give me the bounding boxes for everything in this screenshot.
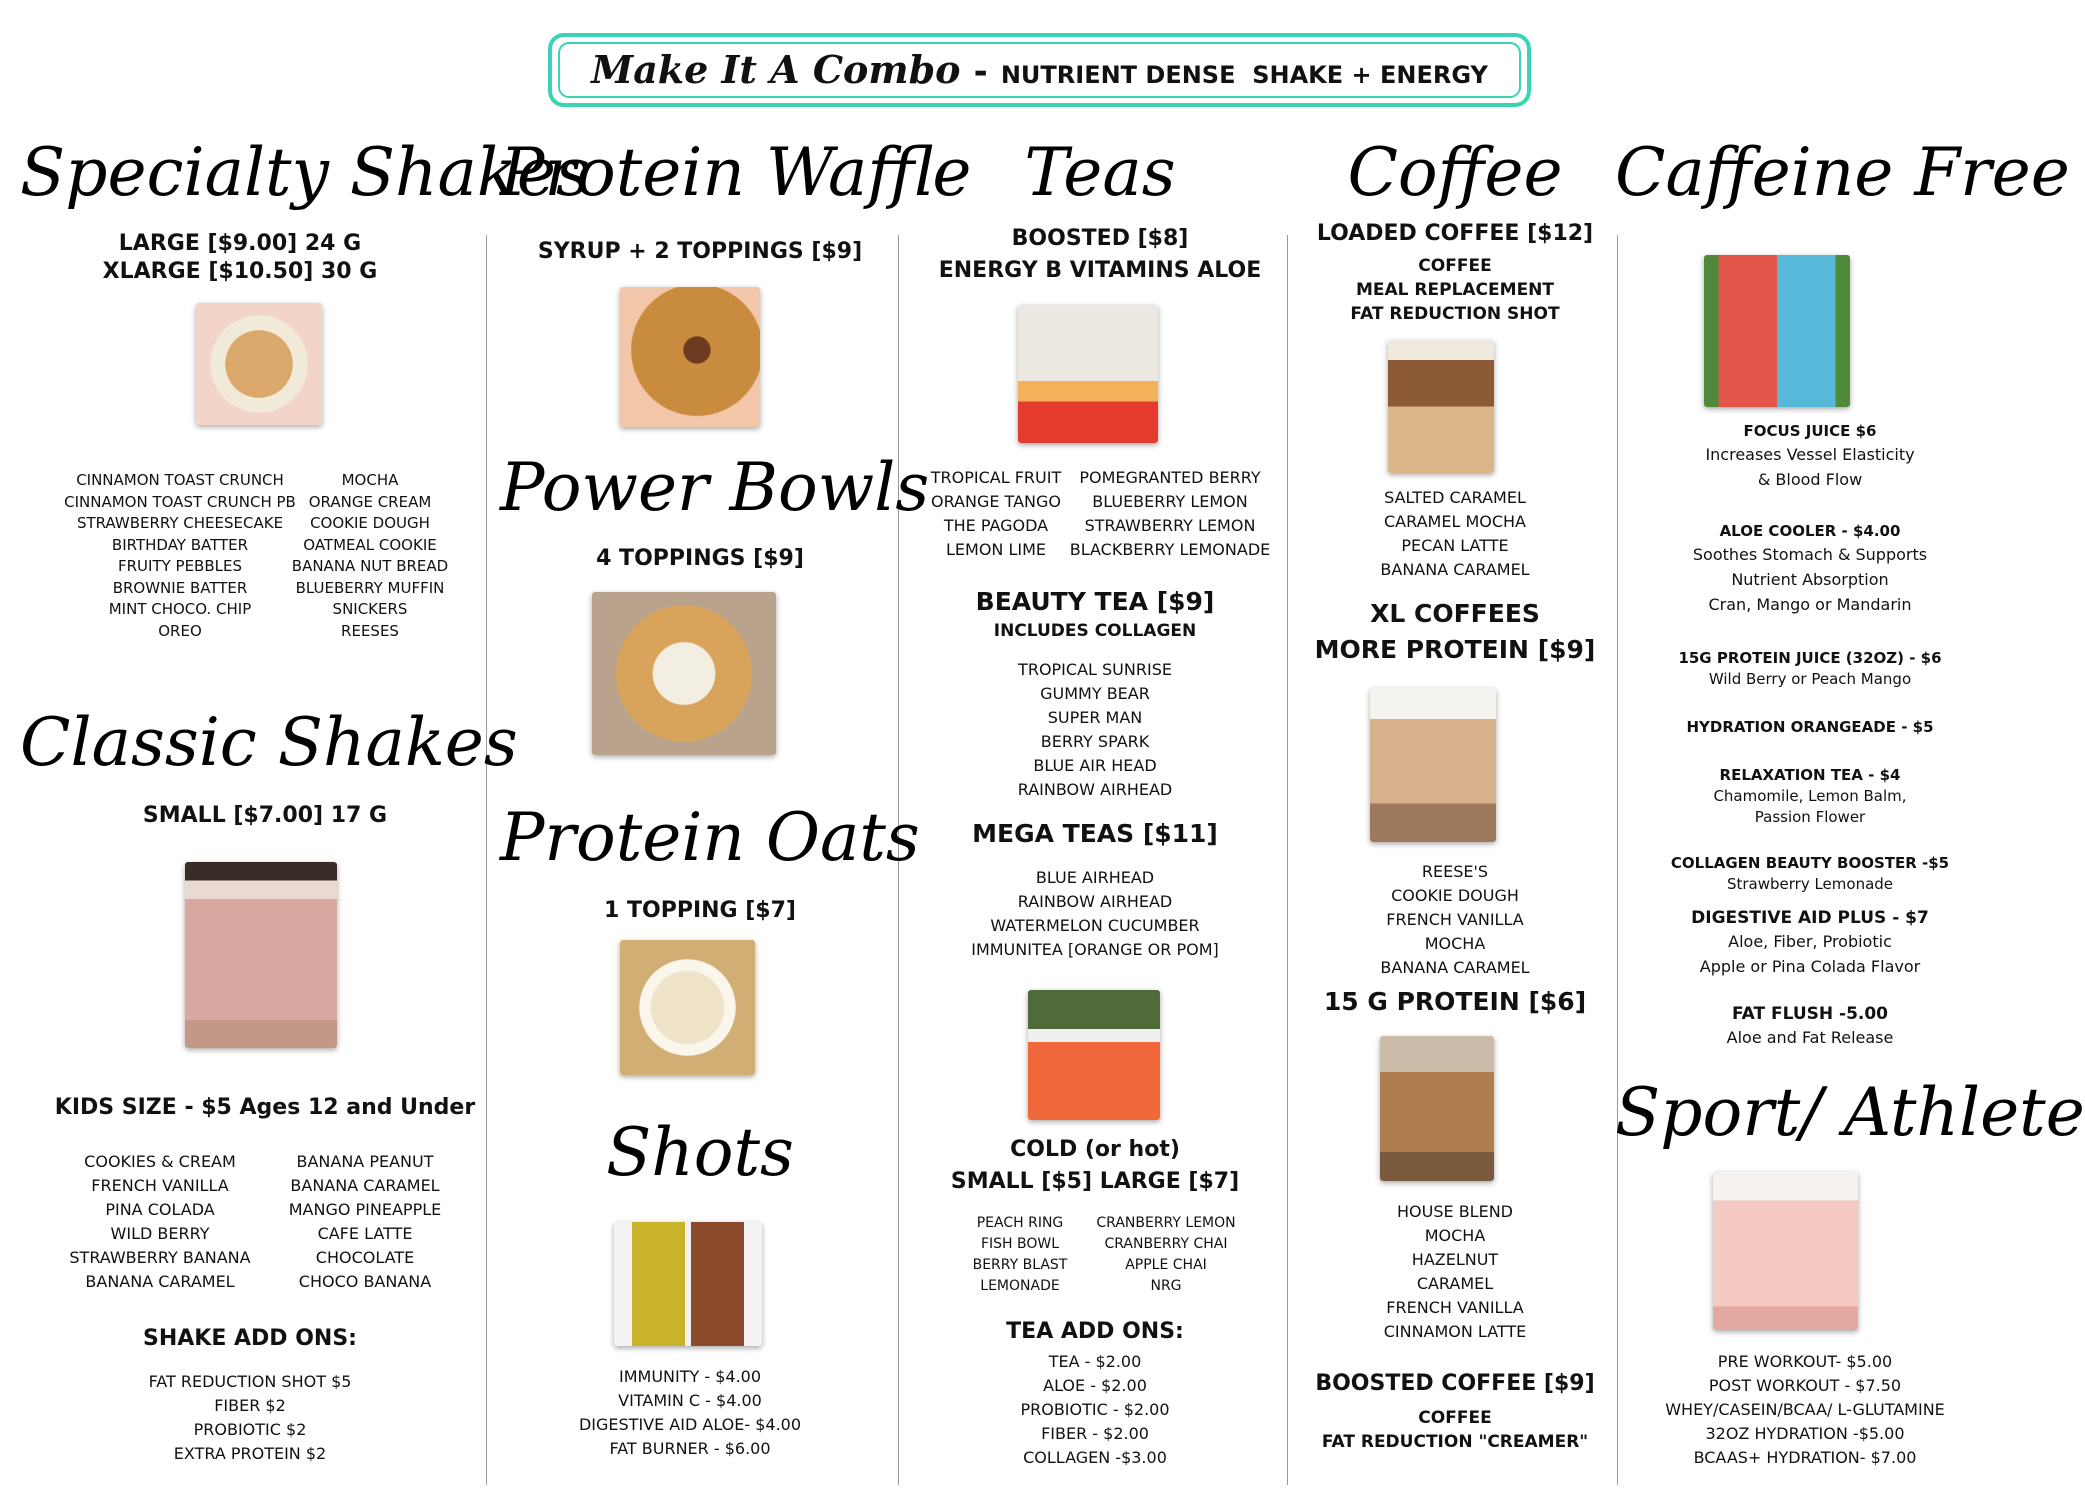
list-item: BLUEBERRY LEMON [1092,492,1248,511]
shots-title: Shots [606,1114,794,1191]
waffle-price: SYRUP + 2 TOPPINGS [$9] [537,239,863,264]
list-item: FAT REDUCTION SHOT $5 [148,1372,352,1391]
xl-coffees-sub: MORE PROTEIN [$9] [1314,635,1596,664]
list-item: ORANGE CREAM [308,492,432,511]
shots-list [500,1365,880,1461]
list-item: BANANA PEANUT [296,1152,434,1171]
list-item: 32OZ HYDRATION -$5.00 [1705,1424,1905,1443]
list-item: WHEY/CASEIN/BCAA/ L-GLUTAMINE [1665,1400,1945,1419]
list-item: FRUITY PEBBLES [117,557,242,575]
list-item: WATERMELON CUCUMBER [990,916,1200,935]
list-item: SALTED CARAMEL [1384,488,1526,507]
combo-title: Make It A Combo [591,47,961,92]
classic-flavor-list-left [50,1150,270,1294]
item-desc: Cran, Mango or Mandarin [1708,595,1912,614]
protein-coffee-flavors [1290,1200,1620,1344]
sport-drink-photo [1713,1172,1858,1330]
item-desc: Increases Vessel Elasticity [1705,445,1915,464]
list-item: BERRY SPARK [1040,732,1150,751]
list-item: COFFEE [1418,1408,1492,1428]
list-item [1630,716,1990,738]
list-item: BANANA CARAMEL [85,1272,235,1291]
beauty-tea-title: BEAUTY TEA [$9] [975,587,1215,616]
list-item: FRENCH VANILLA [1386,1298,1524,1317]
list-item: PINA COLADA [105,1200,215,1219]
list-item: BANANA CARAMEL [1380,560,1530,579]
item-name: COLLAGEN BEAUTY BOOSTER -$5 [1670,854,1950,872]
cold-tea-photo [1028,990,1160,1120]
list-item: BCAAS+ HYDRATION- $7.00 [1693,1448,1917,1467]
list-item: CHOCO BANANA [298,1272,432,1291]
power-bowls-title: Power Bowls [500,449,930,526]
caffeine-free-list [1630,420,1990,1072]
item-name: 15G PROTEIN JUICE (32OZ) - $6 [1678,649,1942,667]
list-item: BANANA CARAMEL [290,1176,440,1195]
list-item: TEA - $2.00 [1048,1352,1142,1371]
list-item: COFFEE [1418,256,1492,276]
loaded-coffee-desc [1290,254,1620,326]
xl-coffees-title: XL COFFEES [1370,599,1540,628]
specialty-flavor-list-left [40,470,320,642]
list-item [1630,520,1990,617]
bowls-price: 4 TOPPINGS [$9] [596,546,804,571]
list-item: MEAL REPLACEMENT [1355,280,1555,300]
list-item: MINT CHOCO. CHIP [108,600,252,618]
list-item: CINNAMON TOAST CRUNCH PB [64,492,296,511]
list-item: CINNAMON TOAST CRUNCH [76,471,284,489]
list-item: MOCHA [1424,934,1486,953]
tea-addons-title: TEA ADD ONS: [1006,1319,1184,1344]
tea-addons-list [910,1350,1280,1470]
boosted-coffee-title: BOOSTED COFFEE [$9] [1315,1371,1595,1396]
list-item: MANGO PINEAPPLE [288,1200,442,1219]
list-item: RAINBOW AIRHEAD [1017,892,1173,911]
item-name: ALOE COOLER - $4.00 [1719,522,1901,540]
combo-subtitle: NUTRIENT DENSE SHAKE + ENERGY [1000,61,1488,89]
list-item: FRENCH VANILLA [1386,910,1524,929]
list-item: LEMONADE [980,1278,1060,1294]
column-divider [486,235,487,1485]
column-divider [1287,235,1288,1485]
kids-size-label: KIDS SIZE - $5 Ages 12 and Under [54,1095,476,1120]
teas-flavor-list-left [916,466,1076,562]
caffeine-free-title: Caffeine Free [1615,134,2070,211]
xl-coffee-flavors [1290,860,1620,980]
list-item: BROWNIE BATTER [112,578,248,597]
xl-coffee-photo [1370,688,1496,842]
specialty-shake-photo [196,303,322,425]
beauty-tea-list [910,658,1280,802]
waffle-photo [620,287,760,427]
list-item: FRENCH VANILLA [91,1176,229,1195]
list-item: IMMUNITEA [ORANGE OR POM] [971,940,1219,959]
loaded-coffee-title: LOADED COFFEE [$12] [1316,221,1594,246]
list-item: FAT REDUCTION "CREAMER" [1321,1432,1589,1452]
list-item: BERRY BLAST [972,1257,1068,1273]
list-item: APPLE CHAI [1125,1257,1207,1273]
classic-flavor-list-right [265,1150,465,1294]
classic-price: SMALL [$7.00] 17 G [142,803,388,828]
list-item: TROPICAL SUNRISE [1018,660,1172,679]
loaded-coffee-photo [1388,340,1494,473]
list-item: THE PAGODA [943,516,1049,535]
list-item: PROBIOTIC - $2.00 [1020,1400,1170,1419]
shake-addons-title: SHAKE ADD ONS: [143,1326,357,1351]
classic-shake-photo [185,862,337,1048]
list-item: COLLAGEN -$3.00 [1023,1448,1167,1467]
list-item: ORANGE TANGO [930,492,1061,511]
protein-oats-photo [620,940,755,1075]
list-item: BANANA CARAMEL [1380,958,1530,977]
list-item: BANANA NUT BREAD [291,557,449,575]
list-item: SNICKERS [332,600,408,618]
sport-athlete-title: Sport/ Athlete [1615,1074,2085,1151]
list-item [1630,647,1990,690]
item-desc: Apple or Pina Colada Flavor [1699,957,1921,976]
teas-boosted-desc: ENERGY B VITAMINS ALOE [938,258,1262,283]
item-desc: Aloe and Fat Release [1726,1028,1894,1047]
list-item: MOCHA [1424,1226,1486,1245]
oats-price: 1 TOPPING [$7] [604,898,796,923]
list-item: BLUE AIR HEAD [1033,756,1157,775]
list-item: BLUEBERRY MUFFIN [295,578,445,597]
list-item: COOKIE DOUGH [310,514,430,532]
item-name: FOCUS JUICE $6 [1743,422,1877,440]
teas-flavor-list-right [1060,466,1280,562]
list-item: FISH BOWL [980,1236,1060,1252]
teas-boosted-price: BOOSTED [$8] [1011,226,1189,251]
teas-photo [1018,305,1158,443]
list-item: GUMMY BEAR [1040,684,1150,703]
item-desc: Chamomile, Lemon Balm, [1713,787,1907,805]
list-item: CINNAMON LATTE [1383,1322,1527,1341]
list-item: WILD BERRY [110,1224,210,1243]
list-item: CRANBERRY CHAI [1104,1236,1228,1252]
item-name: DIGESTIVE AID PLUS - $7 [1691,908,1929,928]
list-item: REESE'S [1421,862,1489,881]
list-item: BLUE AIRHEAD [1035,868,1155,887]
shake-addons-list [50,1370,450,1466]
list-item: OATMEAL COOKIE [303,535,437,554]
list-item [1630,852,1990,895]
boosted-coffee-desc [1290,1406,1620,1454]
combo-banner [548,33,1531,107]
shots-photo [614,1222,762,1346]
list-item: COOKIE DOUGH [1391,886,1519,905]
protein-coffee-photo [1380,1036,1494,1181]
list-item: PROBIOTIC $2 [193,1420,307,1439]
list-item: STRAWBERRY BANANA [69,1248,251,1267]
list-item: MOCHA [341,471,399,489]
list-item: CARAMEL [1416,1274,1494,1293]
list-item: PEACH RING [976,1215,1064,1231]
list-item [1630,907,1990,979]
list-item [1630,1003,1990,1050]
list-item: OREO [158,621,202,640]
cold-tea-price: SMALL [$5] LARGE [$7] [950,1169,1240,1194]
list-item: REESES [341,621,399,640]
specialty-shakes-title: Specialty Shakes [20,134,590,211]
list-item: STRAWBERRY CHEESECAKE [76,514,284,532]
item-name: RELAXATION TEA - $4 [1719,766,1901,784]
protein-waffle-title: Protein Waffle [500,134,972,211]
list-item: TROPICAL FRUIT [930,468,1062,487]
list-item: RAINBOW AIRHEAD [1017,780,1173,799]
list-item [1630,764,1990,828]
list-item: PRE WORKOUT- $5.00 [1717,1352,1893,1371]
item-name: FAT FLUSH -5.00 [1731,1004,1889,1024]
sport-list [1620,1350,1990,1470]
list-item: NRG [1150,1278,1182,1294]
item-desc: Nutrient Absorption [1731,570,1889,589]
protein-oats-title: Protein Oats [500,799,920,876]
caffeine-free-photo [1704,255,1850,407]
specialty-flavor-list-right [280,470,460,642]
list-item: ALOE - $2.00 [1043,1376,1147,1395]
list-item: DIGESTIVE AID ALOE- $4.00 [578,1415,802,1434]
list-item: FIBER $2 [214,1396,286,1415]
list-item: HAZELNUT [1411,1250,1499,1269]
loaded-coffee-flavors [1290,486,1620,582]
list-item: EXTRA PROTEIN $2 [173,1444,327,1463]
item-desc: & Blood Flow [1757,470,1863,489]
classic-shakes-title: Classic Shakes [20,704,518,781]
mega-teas-title: MEGA TEAS [$11] [972,819,1218,848]
item-desc: Passion Flower [1754,808,1866,826]
cold-tea-title: COLD (or hot) [1010,1137,1180,1162]
item-desc: Strawberry Lemonade [1726,875,1894,893]
power-bowl-photo [592,592,776,755]
protein-coffee-title: 15 G PROTEIN [$6] [1323,987,1587,1016]
list-item: FIBER - $2.00 [1041,1424,1149,1443]
beauty-tea-sub: INCLUDES COLLAGEN [993,621,1197,641]
item-name: HYDRATION ORANGEADE - $5 [1686,718,1934,736]
list-item: LEMON LIME [945,540,1047,559]
list-item: FAT REDUCTION SHOT [1350,304,1560,324]
item-desc: Wild Berry or Peach Mango [1708,670,1912,688]
list-item: COOKIES & CREAM [84,1152,236,1171]
list-item: BLACKBERRY LEMONADE [1069,540,1271,559]
item-desc: Soothes Stomach & Supports [1692,545,1928,564]
list-item: VITAMIN C - $4.00 [618,1391,762,1410]
specialty-price-large: LARGE [$9.00] 24 G [118,231,362,256]
coffee-title: Coffee [1347,134,1563,211]
list-item: CARAMEL MOCHA [1384,512,1526,531]
list-item [1630,420,1990,492]
combo-dash: - [973,52,988,92]
cold-tea-list-left [950,1213,1090,1297]
list-item: SUPER MAN [1047,708,1143,727]
list-item: FAT BURNER - $6.00 [609,1439,771,1458]
list-item: POST WORKOUT - $7.50 [1708,1376,1902,1395]
list-item: BIRTHDAY BATTER [111,535,249,554]
cold-tea-list-right [1086,1213,1246,1297]
list-item: CRANBERRY LEMON [1096,1215,1236,1231]
list-item: IMMUNITY - $4.00 [618,1367,762,1386]
teas-title: Teas [1024,134,1176,211]
list-item: HOUSE BLEND [1397,1202,1513,1221]
mega-teas-list [910,866,1280,962]
list-item: POMEGRANTED BERRY [1079,468,1261,487]
list-item: CHOCOLATE [315,1248,415,1267]
list-item: PECAN LATTE [1401,536,1509,555]
list-item: CAFE LATTE [317,1224,413,1243]
item-desc: Aloe, Fiber, Probiotic [1728,932,1892,951]
list-item: STRAWBERRY LEMON [1084,516,1256,535]
specialty-price-xlarge: XLARGE [$10.50] 30 G [102,259,378,284]
